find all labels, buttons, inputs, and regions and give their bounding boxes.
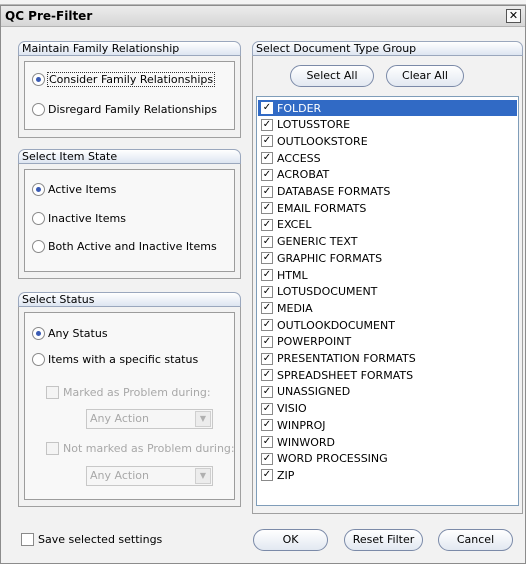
doc-type-label: WINWORD [277, 435, 335, 449]
checkbox[interactable]: ✓ [262, 335, 272, 347]
doc-type-item[interactable] [258, 133, 517, 149]
checkbox[interactable]: ✓ [262, 202, 272, 214]
checkbox[interactable]: ✓ [262, 168, 272, 180]
radio-label: Both Active and Inactive Items [48, 239, 217, 253]
doc-type-item[interactable] [258, 300, 517, 316]
status-group [18, 292, 241, 507]
doc-type-label: GRAPHIC FORMATS [277, 251, 383, 265]
doc-type-label: ACROBAT [277, 168, 330, 182]
doc-type-item[interactable] [258, 100, 517, 116]
radio-label: Disregard Family Relationships [48, 102, 217, 116]
reset-filter-button[interactable]: Reset Filter [344, 529, 423, 551]
radio-label: Any Status [48, 326, 108, 340]
title-bar [1, 6, 525, 27]
checkbox[interactable]: ✓ [262, 135, 272, 147]
doc-type-label: WORD PROCESSING [277, 452, 388, 466]
doc-type-list[interactable] [256, 96, 519, 506]
doc-type-item[interactable] [258, 117, 517, 133]
checkbox[interactable]: ✓ [262, 269, 272, 280]
checkbox[interactable]: ✓ [262, 152, 272, 164]
doc-type-item[interactable] [258, 384, 517, 400]
radio-consider-family[interactable] [32, 70, 214, 88]
cancel-button[interactable]: Cancel [438, 529, 513, 551]
not-marked-as-problem-checkbox[interactable]: Not marked as Problem during: [46, 442, 235, 455]
doc-type-item[interactable] [258, 150, 517, 166]
checkbox[interactable]: ✓ [262, 118, 272, 130]
radio-specific-status[interactable] [32, 350, 198, 368]
doc-type-item[interactable] [258, 417, 517, 433]
checkbox[interactable]: ✓ [262, 352, 272, 364]
radio-button[interactable] [32, 240, 45, 253]
checkbox[interactable]: ✓ [262, 385, 272, 397]
radio-label: Active Items [48, 182, 117, 196]
doc-type-item[interactable] [258, 467, 517, 483]
family-relationship-header: Maintain Family Relationship [18, 41, 241, 56]
checkbox[interactable]: ✓ [262, 252, 272, 264]
not-marked-action-dropdown[interactable]: Any Action ▼ [86, 466, 213, 486]
doc-type-label: WINPROJ [277, 418, 326, 432]
doc-type-label: MEDIA [277, 301, 313, 315]
radio-button[interactable] [32, 103, 45, 116]
doc-type-item[interactable] [258, 267, 517, 283]
doc-type-label: VISIO [277, 402, 307, 416]
doc-type-label: OUTLOOKDOCUMENT [277, 318, 395, 332]
radio-inactive-items[interactable] [32, 209, 126, 227]
doc-type-item[interactable] [258, 367, 517, 383]
doc-type-item[interactable] [258, 317, 517, 333]
radio-button[interactable] [32, 327, 45, 340]
doc-type-header: Select Document Type Group [252, 41, 523, 56]
checkbox[interactable]: ✓ [262, 319, 272, 331]
doc-type-item[interactable] [258, 334, 517, 350]
doc-type-item[interactable] [258, 234, 517, 250]
radio-label: Inactive Items [48, 211, 126, 225]
radio-button[interactable] [32, 73, 45, 86]
checkbox[interactable]: ✓ [262, 402, 272, 414]
doc-type-label: EXCEL [277, 218, 312, 232]
radio-label: Consider Family Relationships [49, 72, 214, 86]
marked-action-dropdown[interactable]: Any Action ▼ [86, 409, 213, 429]
status-header: Select Status [18, 292, 241, 307]
save-settings-label: Save selected settings [38, 533, 163, 546]
checkbox[interactable]: ✓ [262, 452, 272, 464]
save-settings-checkbox[interactable] [21, 533, 162, 546]
family-relationship-group [18, 41, 241, 138]
checkbox[interactable]: ✓ [262, 185, 272, 197]
doc-type-label: OUTLOOKSTORE [277, 134, 368, 148]
doc-type-label: UNASSIGNED [277, 385, 351, 399]
doc-type-item[interactable] [258, 451, 517, 467]
doc-type-item[interactable] [258, 200, 517, 216]
doc-type-label: HTML [277, 268, 308, 282]
dropdown-arrow-icon[interactable]: ▼ [195, 468, 211, 484]
checkbox[interactable]: ✓ [262, 302, 272, 314]
radio-disregard-family[interactable] [32, 100, 217, 118]
checkbox[interactable]: ✓ [262, 369, 272, 381]
radio-label: Items with a specific status [48, 352, 199, 366]
doc-type-item[interactable] [258, 401, 517, 417]
doc-type-item[interactable] [258, 184, 517, 200]
window-title: QC Pre-Filter [5, 9, 93, 23]
doc-type-label: DATABASE FORMATS [277, 185, 391, 198]
radio-button[interactable] [32, 183, 45, 196]
checkbox[interactable] [21, 533, 34, 546]
radio-button[interactable] [32, 212, 45, 225]
radio-active-items[interactable] [32, 180, 116, 198]
doc-type-label: FOLDER [277, 101, 322, 115]
clear-all-button[interactable]: Clear All [386, 65, 464, 87]
doc-type-label: ZIP [277, 468, 295, 482]
checkbox[interactable]: ✓ [262, 469, 272, 481]
ok-button[interactable]: OK [253, 529, 328, 551]
doc-type-label: GENERIC TEXT [277, 235, 358, 249]
qc-prefilter-dialog [0, 5, 526, 564]
checkbox[interactable]: ✓ [262, 235, 272, 247]
checkbox[interactable]: ✓ [262, 218, 272, 230]
radio-both-items[interactable] [32, 237, 217, 255]
marked-as-problem-checkbox[interactable]: Marked as Problem during: [46, 386, 211, 399]
item-state-group [18, 149, 241, 279]
doc-type-item[interactable] [258, 351, 517, 367]
doc-type-item[interactable] [258, 434, 517, 450]
doc-type-label: EMAIL FORMATS [277, 201, 367, 215]
checkbox[interactable]: ✓ [262, 419, 272, 431]
radio-any-status[interactable] [32, 324, 108, 342]
doc-type-item[interactable] [258, 167, 517, 183]
doc-type-label: POWERPOINT [277, 335, 352, 349]
doc-type-item[interactable] [258, 284, 517, 300]
close-button[interactable] [506, 9, 521, 23]
doc-type-item[interactable] [258, 250, 517, 266]
dropdown-arrow-icon[interactable]: ▼ [195, 411, 211, 427]
doc-type-label: PRESENTATION FORMATS [277, 352, 416, 365]
doc-type-item[interactable] [258, 217, 517, 233]
doc-type-label: SPREADSHEET FORMATS [277, 368, 414, 382]
checkbox[interactable]: ✓ [262, 102, 272, 113]
item-state-header: Select Item State [18, 149, 241, 164]
close-icon: ✕ [508, 9, 519, 22]
checkbox[interactable]: ✓ [262, 436, 272, 447]
doc-type-label: LOTUSSTORE [277, 118, 351, 132]
radio-button[interactable] [32, 353, 45, 366]
checkbox[interactable]: ✓ [262, 285, 272, 297]
select-all-button[interactable]: Select All [290, 65, 374, 87]
doc-type-label: LOTUSDOCUMENT [277, 285, 378, 299]
doc-type-label: ACCESS [277, 151, 321, 165]
